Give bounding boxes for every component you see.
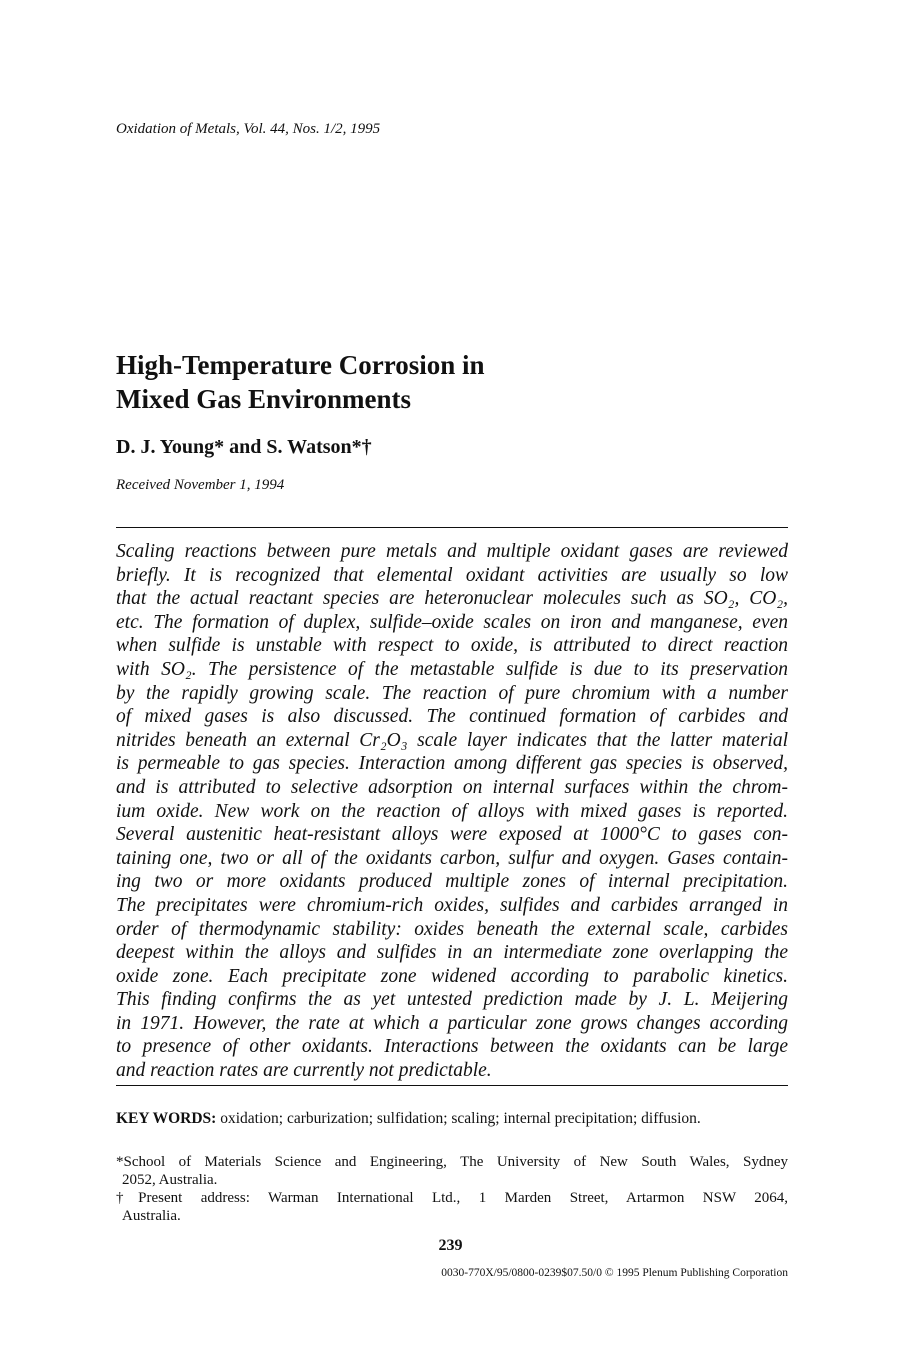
abstract-line: to presence of other oxidants. Interactions between the oxidants can be large [116, 1036, 788, 1058]
abstract-line: of mixed gases is also discussed. The continued formation of carbides and [116, 706, 788, 728]
page-number: 239 [438, 1237, 463, 1254]
paper-title [116, 348, 756, 416]
received-date: Received November 1, 1994 [116, 477, 285, 493]
keywords-text: oxidation; carburization; sulfidation; scaling; internal precipitation; diffusion. [216, 1110, 701, 1127]
abstract-line: Several austenitic heat-resistant alloys were exposed at 1000°C to gases con- [116, 824, 788, 846]
footnote-affiliation-line-1: *School of Materials Science and Engineering, The University of New South Wales, Sydney [116, 1154, 788, 1170]
paper-title-line-2: Mixed Gas Environments [116, 384, 412, 414]
abstract-line: order of thermodynamic stability: oxides beneath the external scale, carbides [116, 918, 788, 940]
copyright-line: 0030-770X/95/0800-0239$07.50/0 © 1995 Plenum Publishing Corporation [441, 1267, 788, 1279]
abstract-line: by the rapidly growing scale. The reaction of pure chromium with a number [116, 682, 788, 704]
abstract-line: in 1971. However, the rate at which a particular zone grows changes according [116, 1012, 788, 1034]
abstract-line: deepest within the alloys and sulfides in an intermediate zone overlapping the [116, 942, 788, 964]
abstract-line: ing two or more oxidants produced multiple zones of internal precipitation. [116, 871, 788, 893]
abstract [116, 540, 788, 1083]
abstract-top-rule [116, 527, 788, 528]
abstract-line: is permeable to gas species. Interaction among different gas species is observed, [116, 753, 788, 775]
footnote-affiliation-line-2: 2052, Australia. [122, 1172, 218, 1188]
abstract-line: etc. The formation of duplex, sulfide–oxide scales on iron and manganese, even [116, 611, 788, 633]
abstract-line: when sulfide is unstable with respect to oxide, is attributed to direct reaction [116, 635, 788, 657]
abstract-line: Scaling reactions between pure metals and multiple oxidant gases are reviewed [116, 541, 788, 562]
abstract-line: and is attributed to selective adsorption on internal surfaces within the chrom- [116, 776, 788, 798]
abstract-line: This finding confirms the as yet untested prediction made by J. L. Meijering [116, 989, 788, 1011]
abstract-line: taining one, two or all of the oxidants carbon, sulfur and oxygen. Gases contain- [116, 847, 788, 869]
abstract-line: briefly. It is recognized that elemental oxidant activities are usually so low [116, 564, 788, 586]
abstract-line: that the actual reactant species are heteronuclear molecules such as SO₂, CO₂, [116, 588, 788, 610]
journal-citation: Oxidation of Metals, Vol. 44, Nos. 1/2, 1995 [116, 121, 381, 137]
abstract-line: and reaction rates are currently not predictable. [116, 1060, 492, 1082]
abstract-line: The precipitates were chromium-rich oxides, sulfides and carbides arranged in [116, 894, 788, 916]
abstract-line: with SO₂. The persistence of the metastable sulfide is due to its preservation [116, 658, 788, 680]
paper-title-line-1: High-Temperature Corrosion in [116, 350, 485, 380]
abstract-bottom-rule [116, 1085, 788, 1086]
keywords-label: KEY WORDS: [116, 1110, 217, 1127]
keywords [116, 1110, 796, 1128]
abstract-line: nitrides beneath an external Cr₂O₃ scale layer indicates that the latter material [116, 729, 788, 751]
abstract-line: ium oxide. New work on the reaction of alloys with mixed gases is reported. [116, 800, 788, 822]
author-list: D. J. Young* and S. Watson*† [116, 436, 372, 458]
footnote-present-address-line-2: Australia. [122, 1208, 181, 1224]
footnote-present-address-line-1: †Present address: Warman International Ltd., 1 Marden Street, Artarmon NSW 2064, [116, 1190, 788, 1206]
abstract-line: oxide zone. Each precipitate zone widened according to parabolic kinetics. [116, 965, 788, 987]
footnotes [116, 1153, 788, 1225]
